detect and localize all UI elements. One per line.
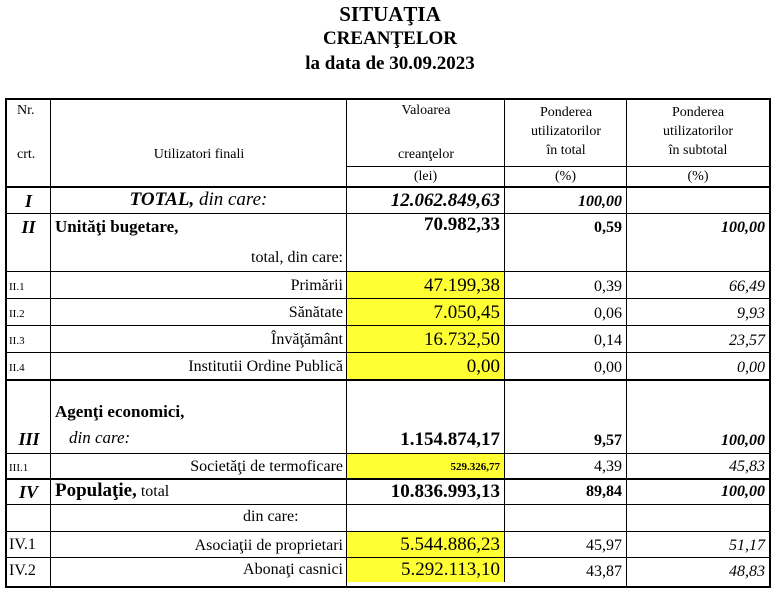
row-agenti-pct-total-cell: [505, 381, 627, 454]
row-termo-pct-total: 4,39: [505, 454, 627, 480]
row-sanatate-nr: II.2: [7, 299, 51, 326]
receivables-table: [5, 98, 771, 588]
row-asociatii-pct-sub: 51,17: [627, 532, 769, 558]
row-ordine-nr: II.4: [7, 353, 51, 381]
header-value-top: Valoarea: [401, 103, 451, 118]
row-agenti-nr: III: [18, 429, 40, 449]
row-total-label2: din care:: [198, 189, 268, 210]
row-bugetare-pct-sub: 100,00: [721, 219, 765, 236]
row-invatamant-value: 16.732,50: [347, 326, 505, 353]
document-subtitle: CREANŢELOR: [322, 28, 458, 49]
header-nr-top: Nr.: [17, 103, 35, 118]
row-populatie-label: Populaţie,: [55, 480, 137, 501]
row-agenti-value: 1.154.874,17: [400, 429, 500, 450]
document-title: SITUAŢIA: [339, 2, 441, 26]
header-nr-cell: [7, 100, 51, 186]
document-date: la data de 30.09.2023: [305, 53, 475, 74]
header-share-total-3: în total: [546, 143, 586, 158]
header-share-sub-3: în subtotal: [668, 143, 728, 158]
row-asociatii-value: 5.544.886,23: [347, 532, 505, 558]
header-value-bottom: creanţelor: [398, 147, 454, 162]
row-populatie-label2: total: [140, 483, 170, 500]
row-primarii-pct-sub: 66,49: [627, 272, 769, 299]
row-bugetare-pct-total: 0,59: [594, 219, 622, 236]
row-agenti-pct-total: 9,57: [594, 432, 622, 449]
row-bugetare-value-cell: [347, 214, 505, 272]
header-users: Utilizatori finali: [153, 147, 245, 162]
row-invatamant-pct-sub: 23,57: [627, 326, 769, 353]
row-agenti-label-cell: [51, 381, 347, 454]
row-sanatate-label: Sănătate: [51, 299, 347, 326]
row-sanatate-value: 7.050,45: [347, 299, 505, 326]
row-asociatii-nr: IV.1: [7, 532, 51, 558]
row-invatamant-nr: II.3: [7, 326, 51, 353]
row-popsub-label-cell: [51, 505, 347, 532]
row-total-pct-total: 100,00: [505, 188, 627, 214]
row-termo-pct-sub: 45,83: [627, 454, 769, 480]
header-value-cell: [347, 100, 505, 166]
row-bugetare-nr: II: [7, 214, 51, 272]
row-bugetare-value: 70.982,33: [424, 214, 500, 235]
header-nr-bottom: crt.: [17, 147, 36, 162]
row-populatie-value: 10.836.993,13: [347, 480, 505, 505]
row-primarii-value: 47.199,38: [347, 272, 505, 299]
row-total-label-cell: [51, 188, 347, 214]
row-asociatii-label: Asociaţii de proprietari: [51, 532, 347, 558]
row-agenti-label: Agenţi economici,: [55, 402, 185, 421]
row-popsub-pct-sub: [627, 505, 769, 532]
header-share-total-2: utilizatorilor: [531, 124, 601, 139]
row-abonati-nr: IV.2: [7, 558, 51, 586]
row-total-value: 12.062.849,63: [347, 188, 505, 214]
row-sanatate-pct-sub: 9,93: [627, 299, 769, 326]
row-ordine-value: 0,00: [347, 353, 505, 381]
row-bugetare-sub: total, din care:: [251, 249, 343, 266]
header-users-cell: [51, 100, 347, 186]
row-total-nr: I: [7, 188, 51, 214]
row-popsub-pct-total: [505, 505, 627, 532]
row-abonati-pct-sub: 48,83: [729, 563, 765, 580]
row-popsub-nr: [7, 505, 51, 532]
row-abonati-label: Abonaţi casnici: [51, 558, 347, 586]
row-sanatate-pct-total: 0,06: [505, 299, 627, 326]
row-primarii-pct-total: 0,39: [505, 272, 627, 299]
row-agenti-pct-sub-cell: [627, 381, 769, 454]
row-bugetare-pct-sub-cell: [627, 214, 769, 272]
row-abonati-value: 5.292.113,10: [347, 558, 505, 582]
row-ordine-label: Institutii Ordine Publică: [51, 353, 347, 381]
row-agenti-value-cell: [347, 381, 505, 454]
row-agenti-sub: din care:: [69, 428, 131, 447]
header-share-sub-unit: (%): [627, 166, 769, 186]
row-agenti-pct-sub: 100,00: [721, 432, 765, 449]
row-abonati-pct-total: 43,87: [505, 558, 627, 586]
header-share-total-cell: [505, 100, 627, 166]
row-termo-nr: III.1: [7, 454, 51, 480]
row-termo-label: Societăţi de termoficare: [51, 454, 347, 480]
row-popsub-value: [347, 505, 505, 532]
row-invatamant-label: Învăţământ: [51, 326, 347, 353]
row-primarii-label: Primării: [51, 272, 347, 299]
row-primarii-nr: II.1: [7, 272, 51, 299]
header-share-total-1: Ponderea: [539, 105, 593, 120]
row-populatie-nr: IV: [7, 480, 51, 505]
header-share-sub-1: Ponderea: [671, 105, 725, 120]
row-populatie-pct-sub: 100,00: [627, 480, 769, 505]
header-value-unit: (lei): [347, 166, 505, 186]
row-termo-value: 529.326,77: [347, 454, 505, 480]
row-populatie-pct-total: 89,84: [505, 480, 627, 505]
row-ordine-pct-total: 0,00: [505, 353, 627, 381]
header-share-sub-cell: [627, 100, 769, 166]
row-invatamant-pct-total: 0,14: [505, 326, 627, 353]
row-bugetare-label-cell: [51, 214, 347, 272]
header-share-sub-2: utilizatorilor: [663, 124, 733, 139]
row-populatie-label-cell: [51, 480, 347, 505]
row-asociatii-pct-total: 45,97: [505, 532, 627, 558]
row-total-pct-sub: [627, 188, 769, 214]
row-bugetare-label: Unităţi bugetare,: [55, 217, 179, 236]
row-bugetare-pct-total-cell: [505, 214, 627, 272]
row-total-label: TOTAL,: [129, 189, 195, 210]
row-ordine-pct-sub: 0,00: [627, 353, 769, 381]
header-share-total-unit: (%): [505, 166, 627, 186]
row-popsub-label: din care:: [243, 508, 299, 525]
row-agenti-nr-cell: [7, 381, 51, 454]
